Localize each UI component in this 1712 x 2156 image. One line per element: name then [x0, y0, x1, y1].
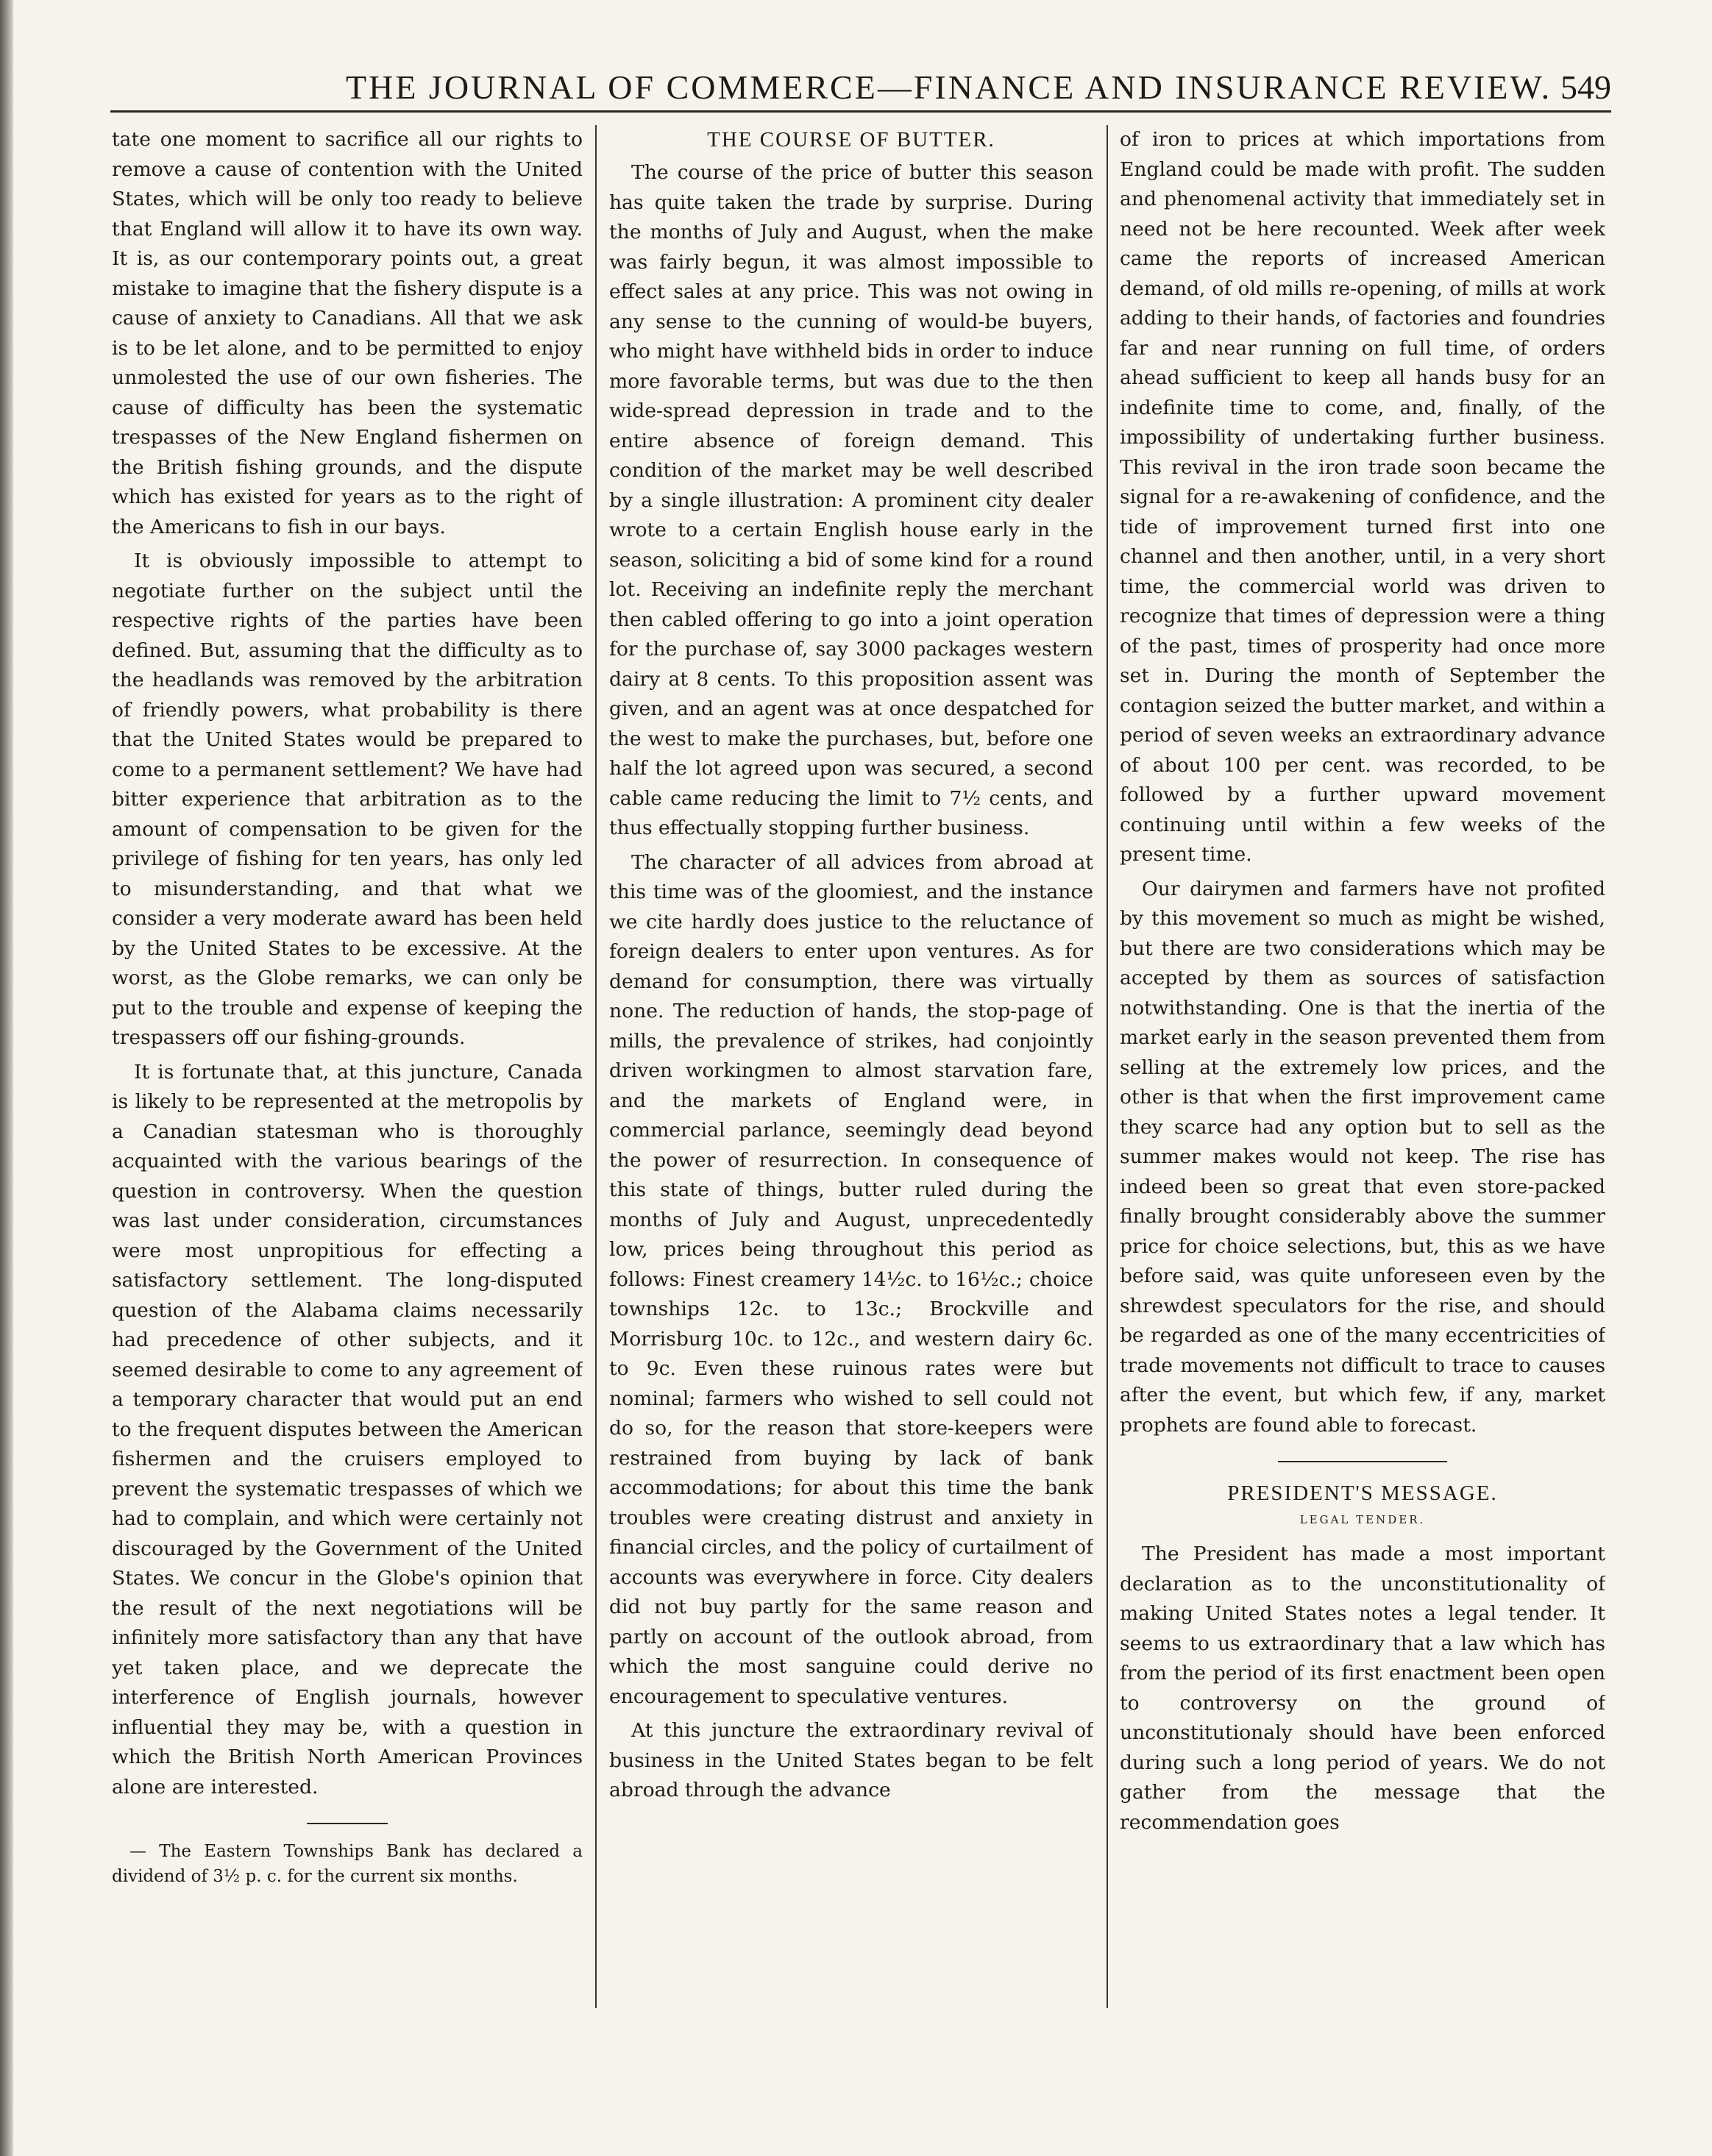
- column-divider-2: [1107, 125, 1108, 2008]
- section-divider: [1278, 1461, 1447, 1462]
- page-header: [110, 65, 1611, 109]
- article-title-butter: THE COURSE OF BUTTER.: [707, 128, 995, 152]
- column-divider-1: [595, 125, 597, 2008]
- paragraph: The course of the price of butter this season has quite taken the trade by surprise. During the months of July and August, when the make was fairly begun, it was almost impossible to effect sales at any price. This was not owing in any sense to the cunning of would-be buyers, who might have withheld bids in order to induce more favorable terms, but was due to the then wide-spread depression in trade and to the entire absence of foreign demand. This condition of the market may be well described by a single illustration: A prominent city dealer wrote to a certain English house early in the season, soliciting a bid of some kind for a round lot. Receiving an indefinite reply the merchant then cabled offering to go into a joint operation for the purchase of, say 3000 packages western dairy at 8 cents. To this proposition assent was given, and an agent was at once despatched for the west to make the purchases, but, before one half the lot agreed upon was secured, a second cable came reducing the limit to 7½ cents, and thus effectually stopping further business.: [609, 161, 1093, 839]
- paragraph: The President has made a most important declaration as to the unconstitutionality of making United States notes a legal tender. It seems to us extraordinary that a law which has from the period of its first enactment been open to controversy on the ground of unconstitutionaly should have been enforced during such a long period of years. We do not gather from the message that the recommendation goes: [1120, 1543, 1605, 1834]
- note-divider: [307, 1823, 388, 1824]
- paragraph: Our dairymen and farmers have not profited by this movement so much as might be wished, but there are two considerations which may be accepted by them as sources of satisfaction notwithstanding. One is that the inertia of the market early in the season prevented them from selling at the extremely low prices, and the other is that when the first improvement came they scarce had any option but to sell as the summer makes would not keep. The rise has indeed been so great that even store-packed finally brought considerably above the summer price for choice selections, but, this as we have before said, was quite unforeseen even by the shrewdest speculators for the rise, and should be regarded as one of the many eccentricities of trade movements not difficult to trace to causes after the event, but which few, if any, market prophets are found able to forecast.: [1120, 877, 1605, 1437]
- paragraph: It is fortunate that, at this juncture, Canada is likely to be represented at the metropolis by a Canadian statesman who is thoroughly acquainted with the various bearings of the question in controversy. When the question was last under consideration, circumstances were most unpropitious for effecting a satisfactory settlement. The long-disputed question of the Alabama claims necessarily had precedence of other subjects, and it seemed desirable to come to any agreement of a temporary character that would put an end to the frequent disputes between the American fishermen and the cruisers employed to prevent the systematic trespasses of which we had to complain, and which were certainly not discouraged by the Government of the United States. We concur in the Globe's opinion that the result of the next negotiations will be infinitely more satisfactory than any that have yet taken place, and we deprecate the interference of English journals, however influential they may be, with a question in which the British North American Provinces alone are interested.: [112, 1060, 583, 1799]
- journal-title: THE JOURNAL OF COMMERCE—FINANCE AND INSURANCE REVIEW.: [346, 68, 1552, 106]
- column-3: [1120, 125, 1605, 2008]
- article-title-presidents-message: PRESIDENT'S MESSAGE.: [1227, 1481, 1498, 1505]
- column-2: [609, 125, 1093, 2008]
- paragraph: of iron to prices at which importations from England could be made with profit. The sudden and phenomenal activity that immediately set in need not be here recounted. Week after week came the reports of increased American demand, of old mills re-opening, of mills at work adding to their hands, of factories and foundries far and near running on full time, of orders ahead sufficient to keep all hands busy for an indefinite time to come, and, finally, of the impossibility of undertaking further business. This revival in the iron trade soon became the signal for a re-awakening of confidence, and the tide of improvement turned first into one channel and then another, until, in a very short time, the commercial world was driven to recognize that times of depression were a thing of the past, times of prosperity had once more set in. During the month of September the contagion seized the butter market, and within a period of seven weeks an extraordinary advance of about 100 per cent. was recorded, to be followed by a further upward movement continuing until within a few weeks of the present time.: [1120, 128, 1605, 866]
- article-subtitle-legal-tender: LEGAL TENDER.: [1299, 1513, 1426, 1526]
- paragraph: tate one moment to sacrifice all our rights to remove a cause of contention with the United States, which will be only too ready to believe that England will allow it to have its own way. It is, as our contemporary points out, a great mistake to imagine that the fishery dispute is a cause of anxiety to Canadians. All that we ask is to be let alone, and to be permitted to enjoy unmolested the use of our own fisheries. The cause of difficulty has been the systematic trespasses of the New England fishermen on the British fishing grounds, and the dispute which has existed for years as to the right of the Americans to fish in our bays.: [112, 128, 583, 538]
- page-binding-edge: [0, 0, 13, 2156]
- page-number: 549: [1560, 68, 1611, 106]
- column-1: [112, 125, 583, 2008]
- bank-dividend-note: — The Eastern Townships Bank has declared a dividend of 3½ p. c. for the current six months.: [112, 1842, 583, 1886]
- paragraph: It is obviously impossible to attempt to negotiate further on the subject until the respective rights of the parties have been defined. But, assuming that the difficulty as to the headlands was removed by the arbitration of friendly powers, what probability is there that the United States would be prepared to come to a permanent settlement? We have had bitter experience that arbitration as to the amount of compensation to be given for the privilege of fishing for ten years, has only led to misunderstanding, and that what we consider a very moderate award has been held by the United States to be excessive. At the worst, as the Globe remarks, we can only be put to the trouble and expense of keeping the trespassers off our fishing-grounds.: [112, 549, 583, 1049]
- paragraph: At this juncture the extraordinary revival of business in the United States began to be felt abroad through the advance: [609, 1719, 1093, 1801]
- header-rule: [110, 110, 1611, 113]
- paragraph: The character of all advices from abroad at this time was of the gloomiest, and the instance we cite hardly does justice to the reluctance of foreign dealers to enter upon ventures. As for demand for consumption, there was virtually none. The reduction of hands, the stop-page of mills, the prevalence of strikes, had conjointly driven workingmen to almost starvation fare, and the markets of England were, in commercial parlance, seemingly dead beyond the power of resurrection. In consequence of this state of things, butter ruled during the months of July and August, unprecedentedly low, prices being throughout this period as follows: Finest creamery 14½c. to 16½c.; choice townships 12c. to 13c.; Brockville and Morrisburg 10c. to 12c., and western dairy 6c. to 9c. Even these ruinous rates were but nominal; farmers who wished to sell could not do so, for the reason that store-keepers were restrained from buying by lack of bank accommodations; for about this time the bank troubles were creating distrust and anxiety in financial circles, and the policy of curtailment of accounts was everywhere in force. City dealers did not buy partly for the same reason and partly on account of the outlook abroad, from which the most sanguine could derive no encouragement to speculative ventures.: [609, 850, 1093, 1708]
